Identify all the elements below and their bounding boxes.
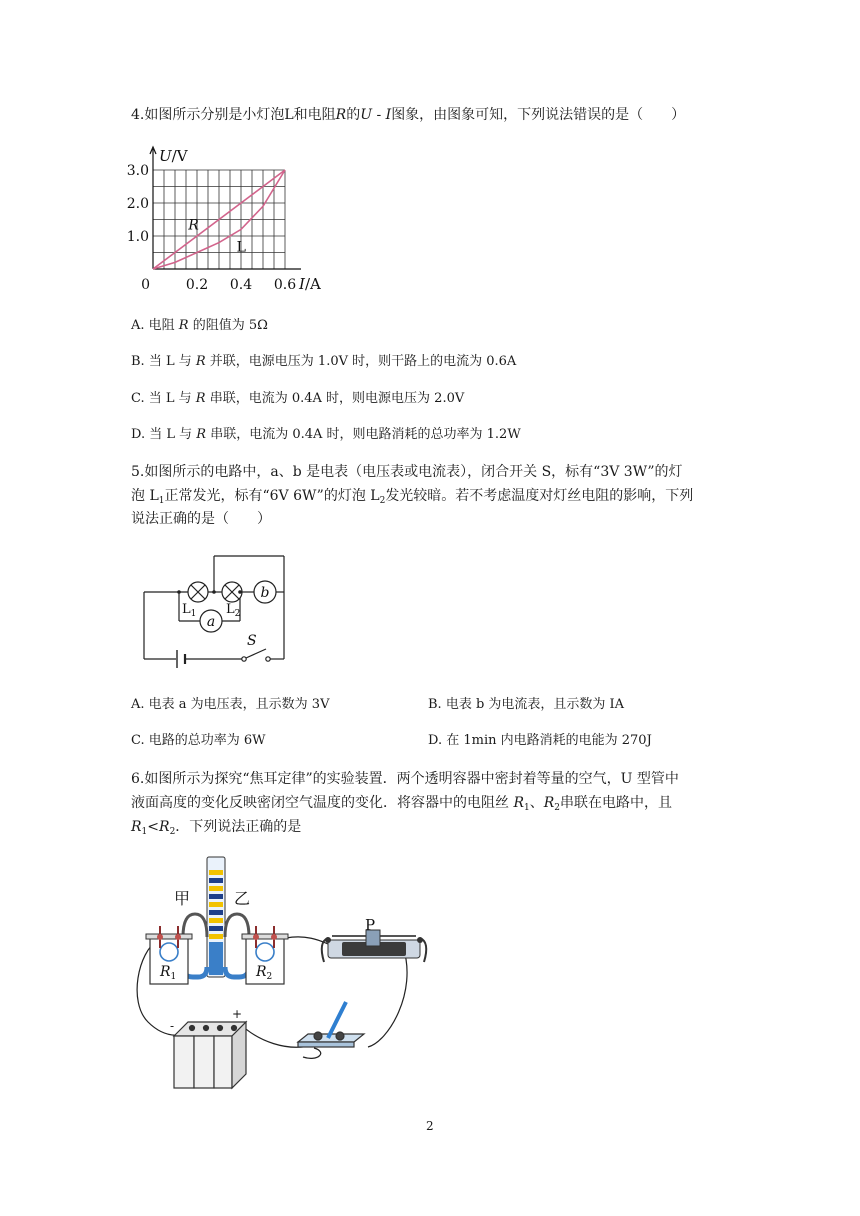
q5-option-a: A. 电表 a 为电压表，且示数为 3V — [131, 697, 330, 712]
q5-option-c: C. 电路的总功率为 6W — [131, 733, 266, 748]
tick-label-y: 2.0 — [126, 196, 149, 212]
tick-label-x: 0.2 — [185, 277, 209, 293]
page-number: 2 — [426, 1119, 434, 1133]
lamp-l2-label: $L_2$ — [226, 602, 241, 619]
joule-apparatus — [128, 852, 448, 1092]
meter-b-label: b — [260, 585, 270, 601]
knife-switch-icon — [298, 1002, 364, 1047]
graph-ticks — [127, 147, 321, 293]
lamp-l1-label: $L_1$ — [182, 602, 197, 619]
q5-line3: 说法正确的是（ ） — [131, 511, 271, 527]
x-axis-label: I/A — [299, 275, 321, 293]
r1-label: $R_1$ — [160, 964, 177, 982]
left-container-label: 甲 — [174, 889, 191, 908]
tick-label-x: 0.4 — [229, 277, 253, 293]
switch-icon — [242, 649, 270, 661]
graph-axes — [150, 147, 301, 269]
q4-option-b: B. 当 L 与 R 并联，电源电压为 1.0V 时，则干路上的电流为 0.6A — [131, 354, 517, 369]
battery-pack-icon — [174, 1022, 246, 1088]
q6-line1: 6.如图所示为探究“焦耳定律”的实验装置．两个透明容器中密封着等量的空气，U 型管中 — [131, 771, 679, 787]
tick-label-y: 1.0 — [126, 229, 149, 245]
meter-a-label: a — [206, 614, 216, 630]
battery-minus-label: - — [170, 1019, 175, 1033]
rheostat-icon — [322, 930, 427, 962]
y-axis-label: U/V — [159, 147, 188, 165]
tick-label-y: 3.0 — [126, 163, 149, 179]
series-label-L: L — [236, 239, 246, 256]
q6-line2: 液面高度的变化反映密闭空气温度的变化．将容器中的电阻丝 $R_1$、$R_2$串联在电路中，且 — [131, 795, 673, 813]
u-tube-icon — [183, 857, 249, 977]
tick-label-x: 0.6 — [273, 277, 297, 293]
q5-line2: 泡 $L_1$正常发光，标有“6V 6W”的灯泡 $L_2$发光较暗。若不考虑温度对灯丝电阻的影响，下列 — [131, 488, 694, 506]
q4-option-c: C. 当 L 与 R 串联，电流为 0.4A 时，则电源电压为 2.0V — [131, 391, 465, 406]
circuit-diagram — [142, 553, 292, 665]
q6-line3: $R_1<R_2$．下列说法正确的是 — [131, 819, 302, 837]
q4-stem: 4.如图所示分别是小灯泡L和电阻R的U - I图象，由图象可知，下列说法错误的是（ ） — [131, 107, 686, 123]
ui-graph — [128, 145, 328, 295]
tick-label-x: 0 — [141, 277, 150, 293]
q5-option-b: B. 电表 b 为电流表，且示数为 IA — [428, 697, 625, 712]
q4-option-a: A. 电阻 R 的阻值为 5Ω — [131, 318, 268, 333]
q5-line1: 5.如图所示的电路中，a、b 是电表（电压表或电流表），闭合开关 S，标有“3V 3W”的灯 — [131, 464, 683, 480]
q5-option-d: D. 在 1min 内电路消耗的电能为 270J — [428, 733, 652, 748]
q4-option-d: D. 当 L 与 R 串联，电流为 0.4A 时，则电路消耗的总功率为 1.2W — [131, 427, 521, 442]
r2-label: $R_2$ — [256, 964, 273, 982]
battery-icon — [177, 650, 185, 668]
right-container-label: 乙 — [234, 889, 251, 908]
lamp-l1-icon — [188, 582, 208, 602]
battery-plus-label: + — [232, 1007, 243, 1021]
series-label-R: R — [188, 217, 199, 234]
switch-label: S — [247, 633, 257, 649]
slider-label: P — [365, 916, 376, 934]
